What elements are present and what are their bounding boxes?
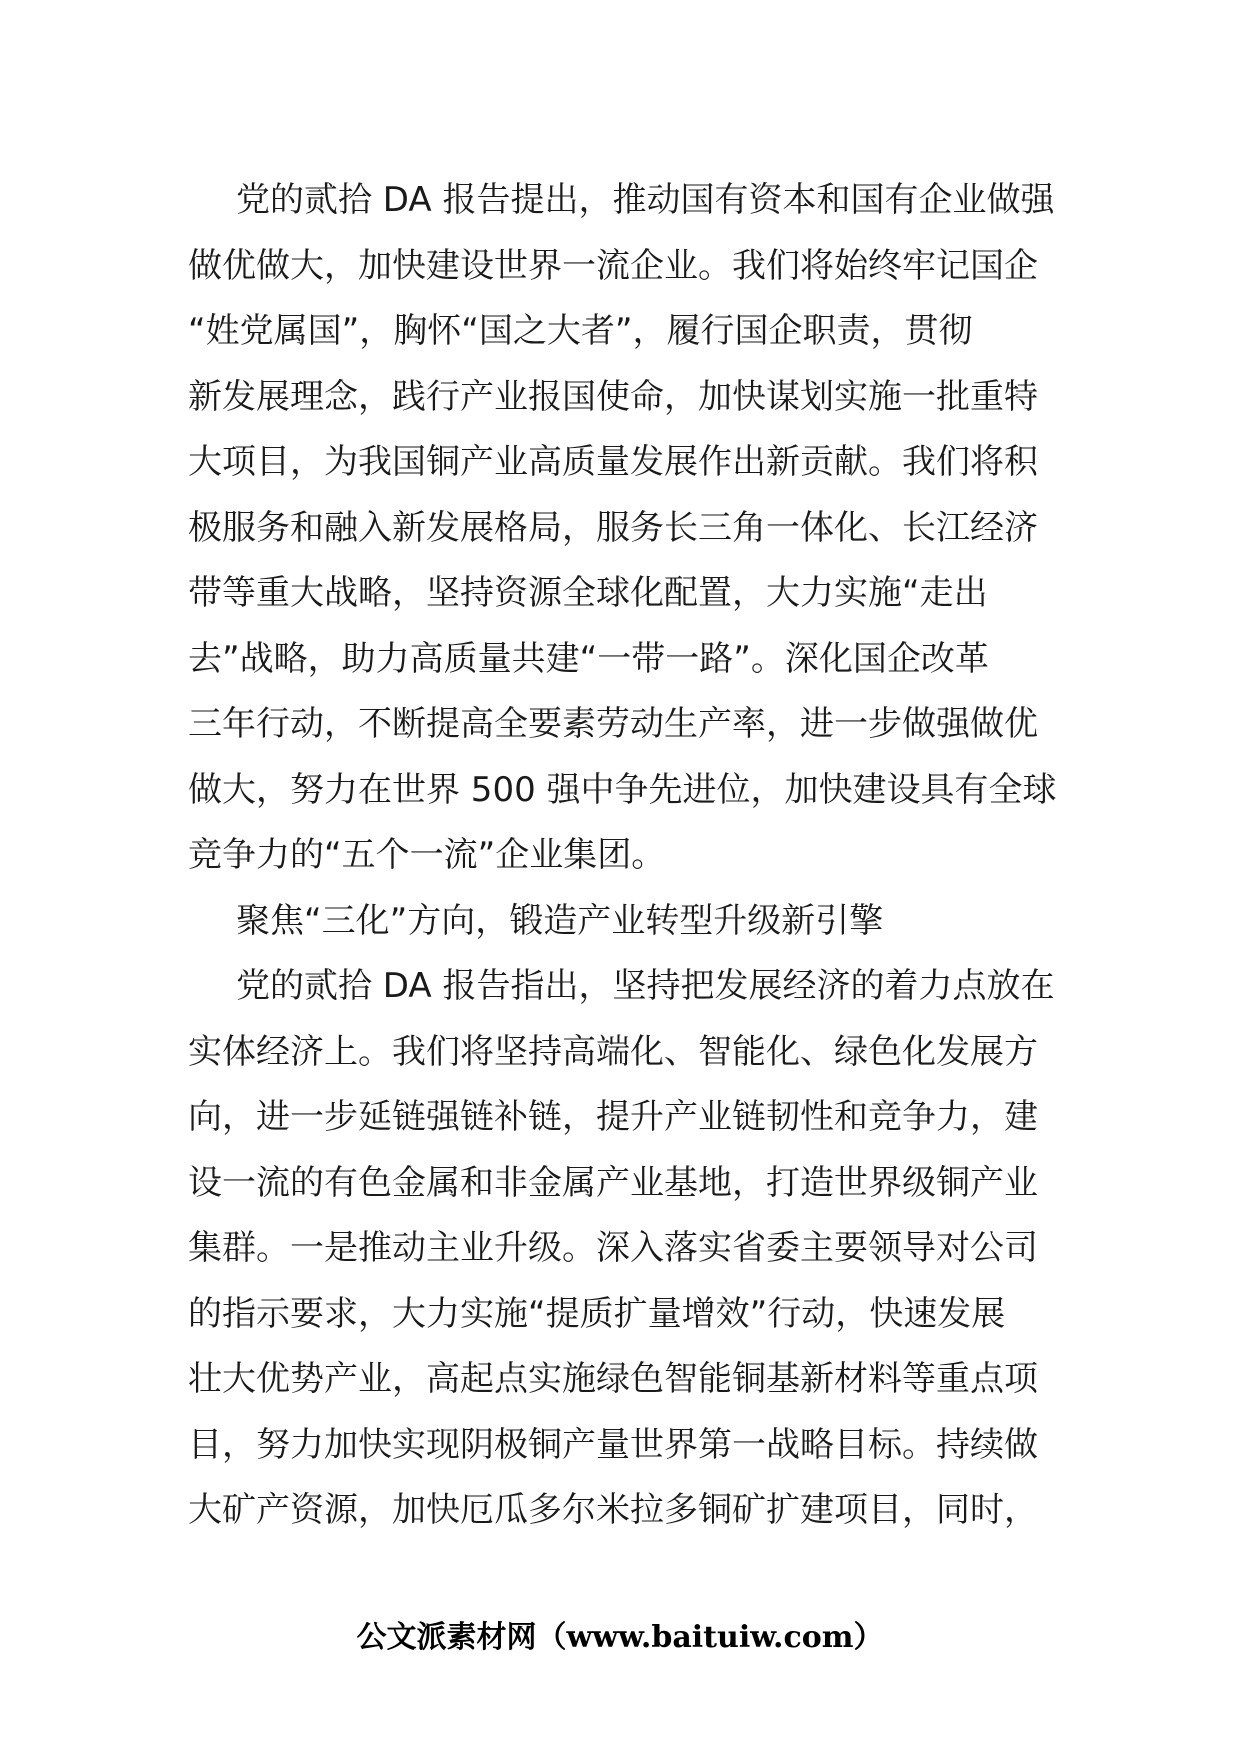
paragraph-1-line-7: 带等重大战略，坚持资源全球化配置，大力实施“走出 [188, 573, 988, 613]
document-body [188, 168, 1057, 1544]
paragraph-1-line-3: “姓党属国”，胸怀“国之大者”，履行国企职责，贯彻 [188, 311, 973, 351]
footer-source: 公文派素材网（www.baituiw.com） [356, 1620, 884, 1655]
paragraph-3-line-3: 向，进一步延链强链补链，提升产业链韧性和竞争力，建 [188, 1097, 1038, 1137]
paragraph-3-line-6: 的指示要求，大力实施“提质扩量增效”行动，快速发展 [188, 1293, 1006, 1334]
paragraph-3-line-9: 大矿产资源，加快厄瓜多尔米拉多铜矿扩建项目，同时， [188, 1490, 1038, 1530]
paragraph-1-line-6: 极服务和融入新发展格局，服务长三角一体化、长江经济 [188, 507, 1038, 548]
paragraph-1-line-8: 去”战略，助力高质量共建“一带一路”。深化国企改革 [188, 638, 989, 679]
section-heading: 聚焦“三化”方向，锻造产业转型升级新引擎 [236, 900, 884, 941]
paragraph-3-line-7: 壮大优势产业，高起点实施绿色智能铜基新材料等重点项 [188, 1359, 1038, 1399]
paragraph-3-line-5: 集群。一是推动主业升级。深入落实省委主要领导对公司 [188, 1228, 1038, 1268]
paragraph-1-line-5: 大项目，为我国铜产业高质量发展作出新贡献。我们将积 [188, 442, 1038, 482]
paragraph-3-line-4: 设一流的有色金属和非金属产业基地，打造世界级铜产业 [188, 1162, 1038, 1203]
paragraph-1-line-10: 做大，努力在世界 500 强中争先进位，加快建设具有全球 [188, 769, 1057, 810]
paragraph-3-line-8: 目，努力加快实现阴极铜产量世界第一战略目标。持续做 [188, 1424, 1038, 1465]
paragraph-3-line-1: 党的贰拾 DA 报告指出，坚持把发展经济的着力点放在 [236, 966, 1055, 1006]
paragraph-1-line-1: 党的贰拾 DA 报告提出，推动国有资本和国有企业做强 [236, 180, 1055, 220]
paragraph-1-line-9: 三年行动，不断提高全要素劳动生产率，进一步做强做优 [188, 704, 1038, 744]
paragraph-1-line-2: 做优做大，加快建设世界一流企业。我们将始终牢记国企 [188, 245, 1038, 286]
paragraph-1-line-4: 新发展理念，践行产业报国使命，加快谋划实施一批重特 [188, 376, 1038, 417]
paragraph-1-line-11: 竞争力的“五个一流”企业集团。 [188, 835, 666, 875]
paragraph-3-line-2: 实体经济上。我们将坚持高端化、智能化、绿色化发展方 [188, 1031, 1038, 1072]
